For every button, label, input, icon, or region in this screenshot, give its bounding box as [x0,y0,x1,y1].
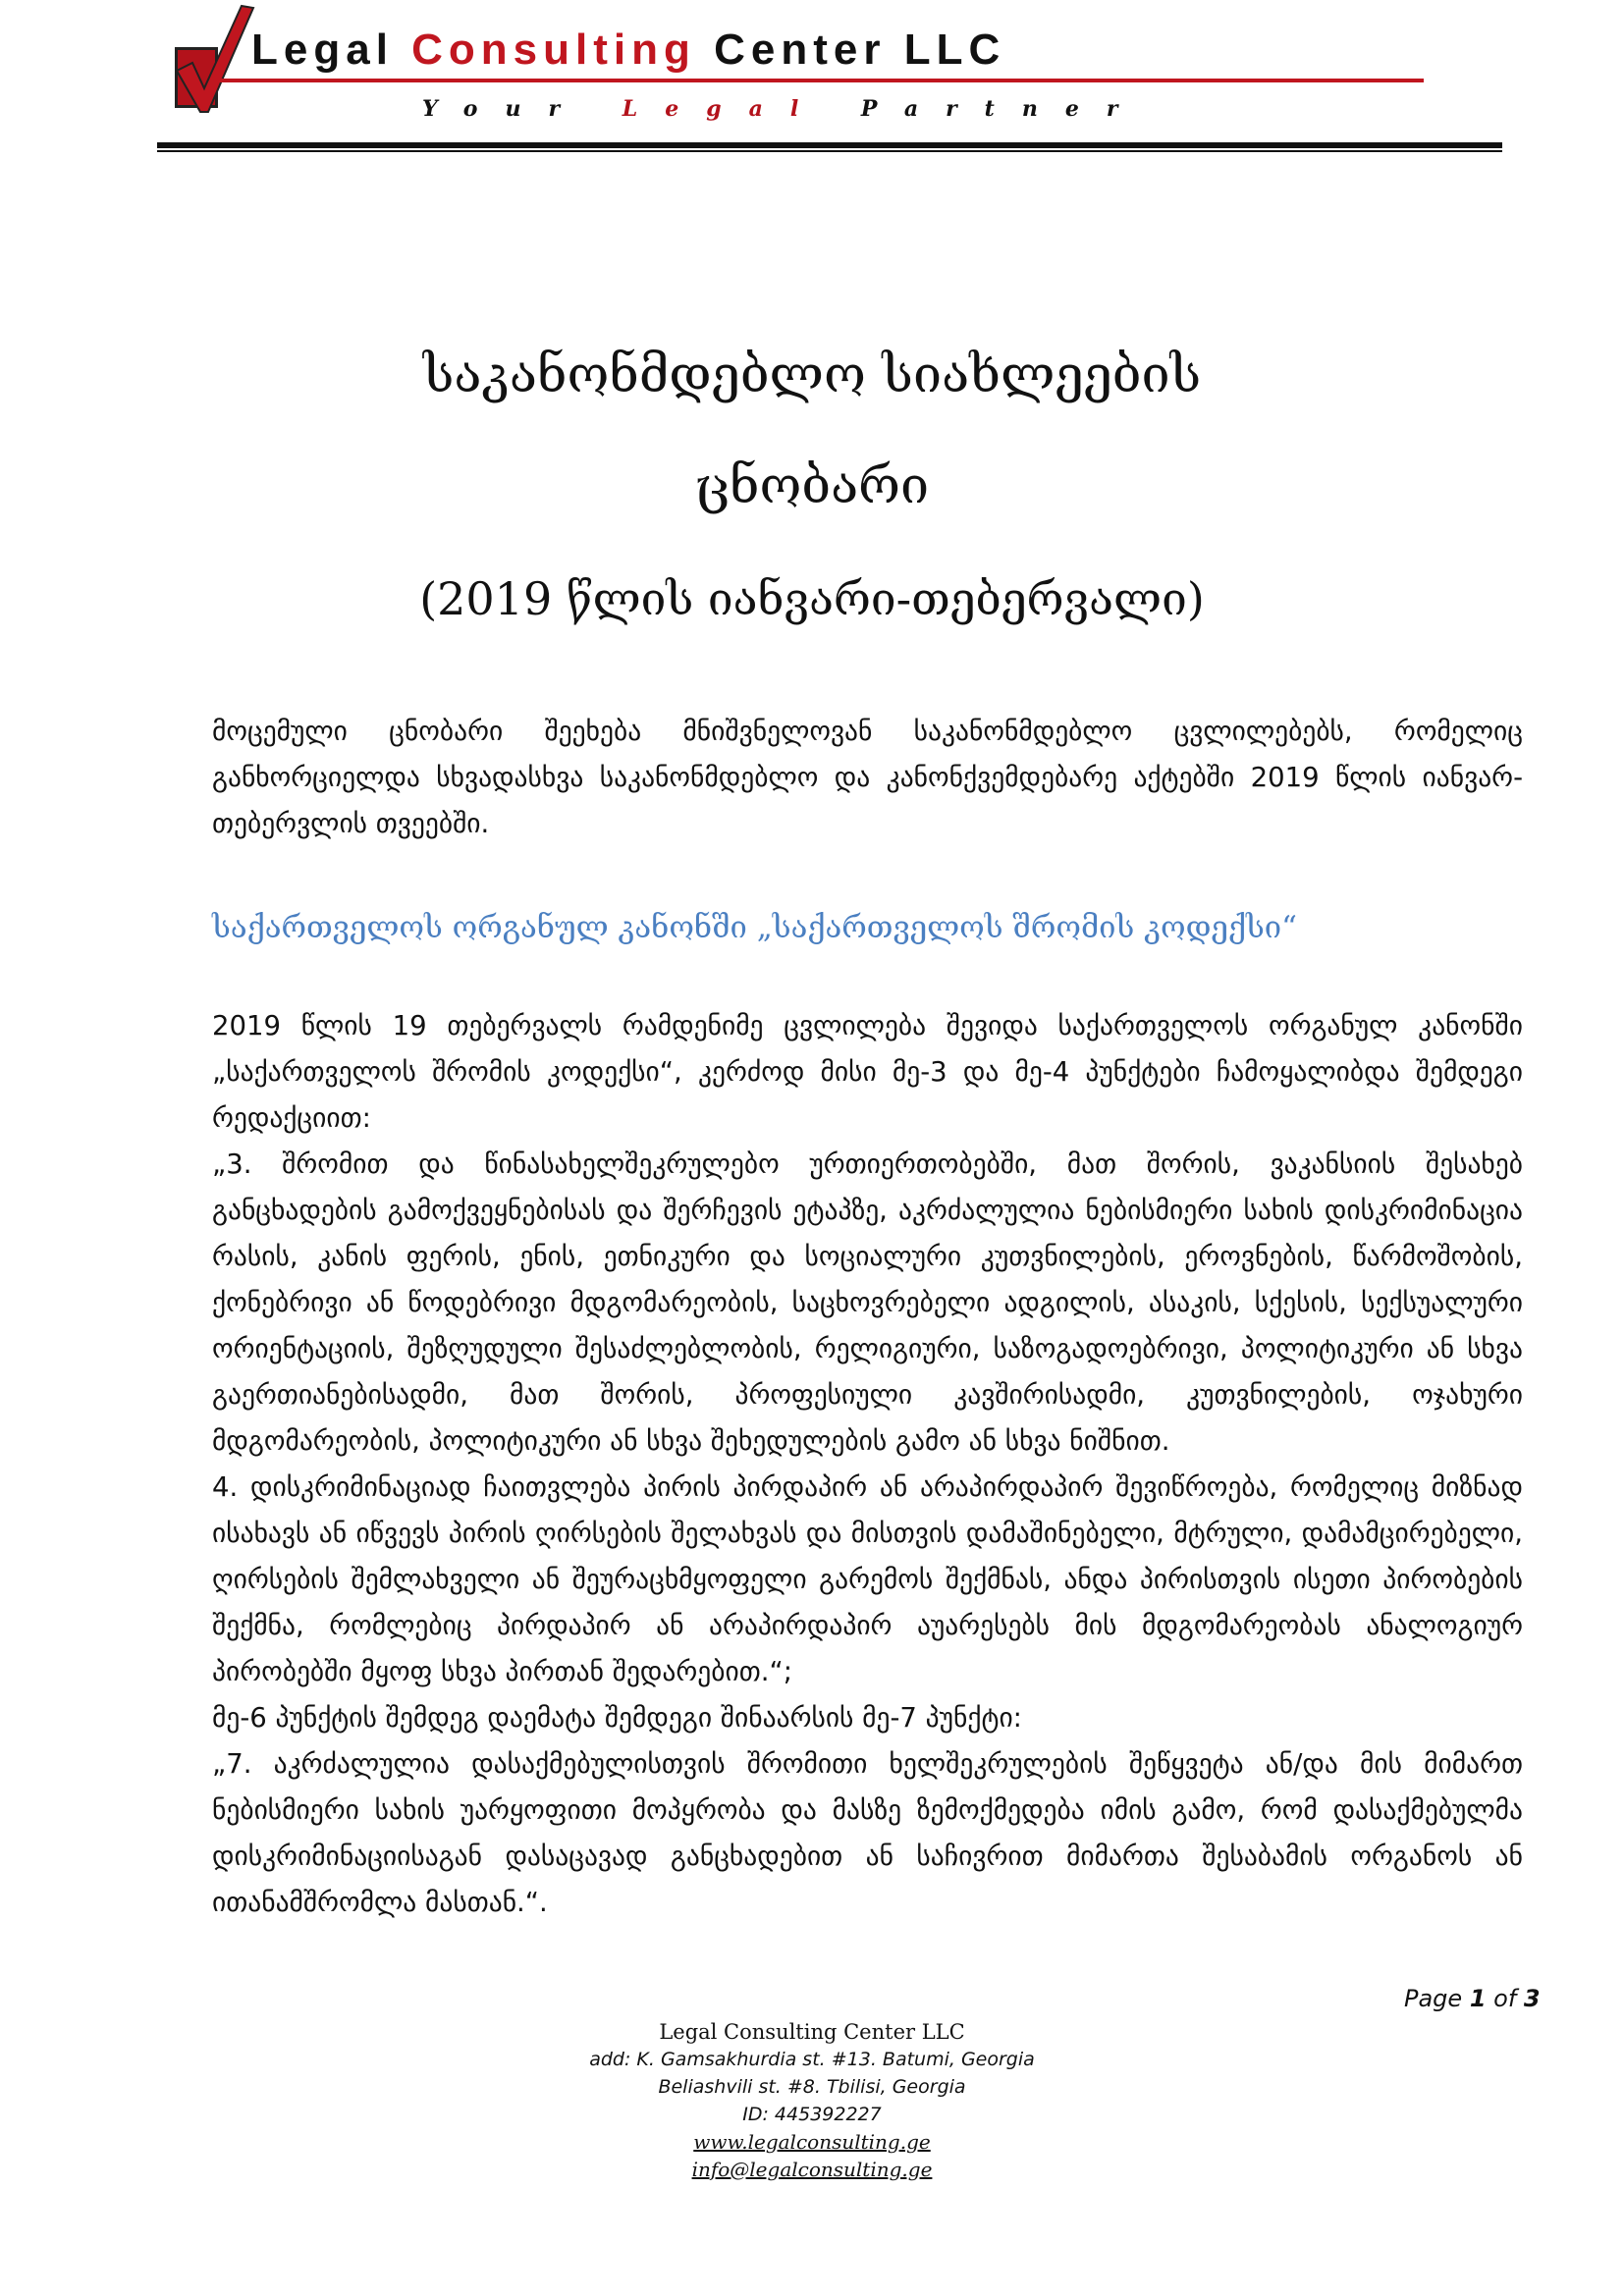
body-paragraph: 2019 წლის 19 თებერვალს რამდენიმე ცვლილება შევიდა საქართველოს ორგანულ კანონში „საქართველოს შრომის კოდექსი“, კერძოდ მისი მე-3 და მე-4 პუნქტები ჩამოყალიბდა შემდეგი რედაქციით: [212,1010,1523,1134]
footer-website-link[interactable]: www.legalconsulting.ge [693,2130,931,2154]
document-title-line2: ცნობარი [694,456,930,515]
tagline [422,96,1145,122]
body-paragraph: მე-6 პუნქტის შემდეგ დაემატა შემდეგი შინაარსის მე-7 პუნქტი: [212,1702,1022,1734]
tagline-word-partner: Partner [860,96,1146,122]
footer [0,2018,1624,2183]
intro-paragraph: მოცემული ცნობარი შეეხება მნიშვნელოვან საკანონმდებლო ცვლილებებს, რომელიც განხორციელდა სხვადასხვა საკანონმდებლო და კანონქვემდებარე აქტებში 2019 წლის იანვარ-თებერვლის თვეებში. [212,716,1523,839]
checkmark-logo-icon [163,2,257,118]
header-double-rule [157,142,1502,152]
body-paragraph: 4. დისკრიმინაციად ჩაითვლება პირის პირდაპირ ან არაპირდაპირ შევიწროება, რომელიც მიზნად ისახავს ან იწვევს პირის ღირსების შელახვას და მისთვის დამაშინებელი, მტრული, დამამცირებელი, ღირსების შემლახველი ან შეურაცხმყოფელი გარემოს შექმნას, ანდა პირისთვის ისეთი პირობების შექმნა, რომლებიც პირდაპირ ან არაპირდაპირ აუარესებს მის მდგომარეობას ანალოგიურ პირობებში მყოფ სხვა პირთან შედარებით.“; [212,1471,1523,1687]
section-body [212,1003,1523,1926]
body-paragraph: „7. აკრძალულია დასაქმებულისთვის შრომითი ხელშეკრულების შეწყვეტა ან/და მის მიმართ ნებისმიერი სახის უარყოფითი მოპყრობა და მასზე ზემოქმედება იმის გამო, რომ დასაქმებულმა დისკრიმინაციისაგან დასაცავად განცხადებით ან საჩივრით მიმართა შესაბამის ორგანოს ან ითანამშრომლა მასთან.“. [212,1748,1523,1918]
footer-address-tbilisi: Beliashvili st. #8. Tbilisi, Georgia [658,2076,966,2098]
brand-word-center: Center LLC [714,26,1006,74]
footer-company: Legal Consulting Center LLC [659,2020,965,2044]
footer-address-batumi: add: K. Gamsakhurdia st. #13. Batumi, Georgia [589,2049,1035,2070]
document-period: (2019 წლის იანვარი-თებერვალი) [419,572,1205,625]
page-total: 3 [1523,1985,1541,2012]
footer-id: ID: 445392227 [742,2104,882,2125]
body-paragraph: „3. შრომით და წინასახელშეკრულებო ურთიერთობებში, მათ შორის, ვაკანსიის შესახებ განცხადების გამოქვეყნებისას და შერჩევის ეტაპზე, აკრძალულია ნებისმიერი სახის დისკრიმინაცია რასის, კანის ფერის, ენის, ეთნიკური და სოციალური კუთვნილების, ეროვნების, წარმოშობის, ქონებრივი ან წოდებრივი მდგომარეობის, საცხოვრებელი ადგილის, ასაკის, სქესის, სექსუალური ორიენტაციის, შეზღუდული შესაძლებლობის, რელიგიური, საზოგადოებრივი, პოლიტიკური ან სხვა გაერთიანებისადმი, მათ შორის, პროფესიული კავშირისადმი, კუთვნილების, ოჯახური მდგომარეობის, პოლიტიკური ან სხვა შეხედულების გამო ან სხვა ნიშნით. [212,1148,1523,1457]
page-current: 1 [1469,1985,1487,2012]
section-heading: საქართველოს ორგანულ კანონში „საქართველოს შრომის კოდექსი“ [212,910,1297,945]
page-prefix: Page [1404,1985,1470,2012]
brand-word-legal: Legal [251,26,394,74]
tagline-word-your: Your [422,96,588,122]
tagline-word-legal: Legal [622,96,827,122]
page-number [1404,1985,1541,2012]
brand-name [251,26,1005,75]
header-red-rule [216,79,1424,82]
document-title-line1: საკანონმდებლო სიახლეების [422,346,1202,404]
footer-email-link[interactable]: info@legalconsulting.ge [691,2158,933,2181]
letterhead [157,0,1502,172]
brand-word-consulting: Consulting [411,26,696,74]
page-of: of [1486,1985,1524,2012]
